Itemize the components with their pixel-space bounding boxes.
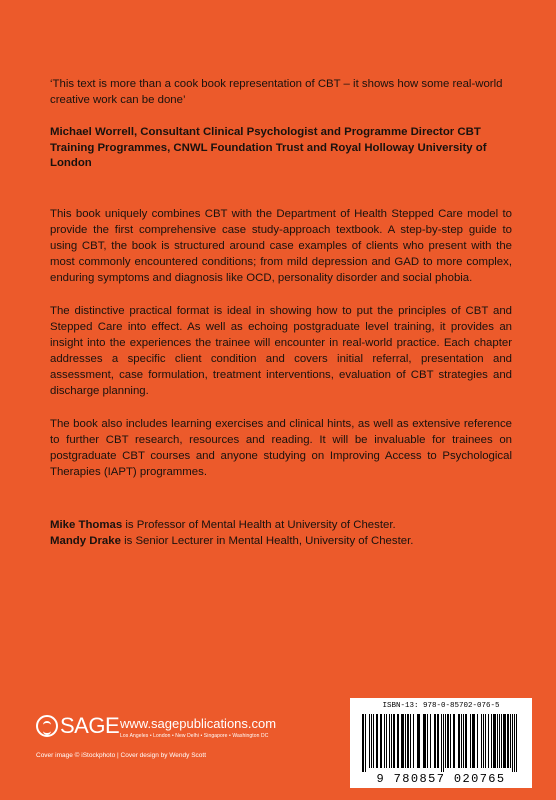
barcode-bar xyxy=(499,714,500,768)
barcode-icon xyxy=(350,698,532,788)
barcode-bar xyxy=(497,714,498,768)
author-bio xyxy=(50,517,520,533)
barcode-bar xyxy=(483,714,484,768)
barcode-bar xyxy=(405,714,406,768)
barcode-bar xyxy=(373,714,374,768)
barcode-bar xyxy=(376,714,378,768)
barcode-bar xyxy=(407,714,409,768)
endorsement-attribution: Michael Worrell, Consultant Clinical Psychologist and Programme Director CBT Training Programmes, CNWL Foundation Trust and Royal Holloway University of London xyxy=(50,126,487,169)
barcode-bar xyxy=(450,714,451,768)
barcode-bar xyxy=(472,714,475,768)
barcode-bar xyxy=(493,714,496,768)
barcode-bar xyxy=(437,714,439,768)
barcode-bar xyxy=(491,714,492,768)
sage-logo-icon xyxy=(36,714,119,738)
barcode-bar xyxy=(443,714,444,772)
barcode-bar xyxy=(401,714,404,768)
barcode-bar xyxy=(427,714,428,768)
barcode-bar xyxy=(423,714,426,768)
barcode-bar xyxy=(516,714,517,772)
blurb-text xyxy=(50,206,512,497)
barcode-bar xyxy=(362,714,364,772)
barcode-bar xyxy=(477,714,478,768)
barcode-bar xyxy=(386,714,387,768)
isbn-digits: 9 780857 020765 xyxy=(376,772,506,786)
barcode-bar xyxy=(461,714,462,768)
publisher-cities: Los Angeles • London • New Delhi • Singapore • Washington DC xyxy=(120,733,269,739)
barcode-bar xyxy=(413,714,414,768)
publisher-block xyxy=(36,714,336,774)
barcode-bar xyxy=(434,714,436,768)
barcode-bar xyxy=(481,714,482,768)
barcode-bar xyxy=(445,714,446,768)
barcode-bar xyxy=(507,714,509,768)
barcode-bar xyxy=(465,714,467,768)
sage-mark-icon xyxy=(36,715,58,737)
barcode-bar xyxy=(397,714,399,768)
barcode-bar xyxy=(510,714,511,768)
barcode-bar xyxy=(365,714,366,772)
barcode-bar xyxy=(470,714,471,768)
isbn-label: ISBN-13: 978-0-85702-076-5 xyxy=(382,702,500,710)
barcode-bar xyxy=(410,714,411,768)
author-name: Mandy Drake xyxy=(50,535,121,547)
publisher-url: www.sagepublications.com xyxy=(120,716,277,731)
barcode-bar xyxy=(371,714,372,768)
barcode-bar xyxy=(380,714,382,768)
barcode-bar xyxy=(501,714,502,768)
barcode-bar xyxy=(441,714,442,772)
barcode-bar xyxy=(458,714,460,768)
barcode-bar xyxy=(417,714,420,768)
barcode-bar xyxy=(514,714,515,772)
publisher-logo-text: SAGE xyxy=(60,713,120,738)
barcode-bar xyxy=(369,714,370,768)
author-bio xyxy=(50,533,520,549)
blurb-paragraph: The book also includes learning exercises and clinical hints, as well as extensive reference to further CBT research, resources and reading. It will be invaluable for trainees on postgraduate CBT courses and anyone studying on Improving Access to Psychological Therapies (IAPT) programmes. xyxy=(50,418,512,478)
barcode-bar xyxy=(391,714,392,768)
author-name: Mike Thomas xyxy=(50,519,123,531)
barcode-bar xyxy=(488,714,489,768)
barcode-bar xyxy=(393,714,395,768)
barcode-bar xyxy=(485,714,486,768)
blurb-paragraph: The distinctive practical format is ideal in showing how to put the principles of CBT and Stepped Care into effect. As well as echoing postgraduate level training, it provides an insight into the experiences the trainee will encounter in real-world practice. Each chapter addresses a specific client condition and covers initial referral, presentation and assessment, case formulation, treatment interventions, evaluation of CBT strategies and discharge planning. xyxy=(50,305,512,397)
barcode-bar xyxy=(384,714,385,768)
barcode-bar xyxy=(389,714,390,768)
barcode-bars xyxy=(360,714,522,772)
barcode-bar xyxy=(453,714,455,768)
author-bios xyxy=(50,517,520,549)
cover-credits: Cover image © iStockphoto | Cover design by Wendy Scott xyxy=(36,752,207,759)
author-description: is Professor of Mental Health at University of Chester. xyxy=(122,519,396,531)
barcode-bar xyxy=(463,714,464,768)
endorsement-quote: ‘This text is more than a cook book representation of CBT – it shows how some real-world creative work can be done’ xyxy=(50,78,503,106)
barcode-bar xyxy=(512,714,513,772)
barcode-bar xyxy=(447,714,449,768)
barcode-bar xyxy=(430,714,431,768)
blurb-paragraph: This book uniquely combines CBT with the Department of Health Stepped Care model to provide the first comprehensive case study-approach textbook. A step-by-step guide to using CBT, the book is structured around case examples of clients who present with the most commonly encountered conditions; from mild depression and GAD to more complex, enduring symptoms and diagnosis like OCD, personality disorder and social phobia. xyxy=(50,208,512,284)
barcode-bar xyxy=(503,714,506,768)
author-description: is Senior Lecturer in Mental Health, University of Chester. xyxy=(120,535,414,547)
